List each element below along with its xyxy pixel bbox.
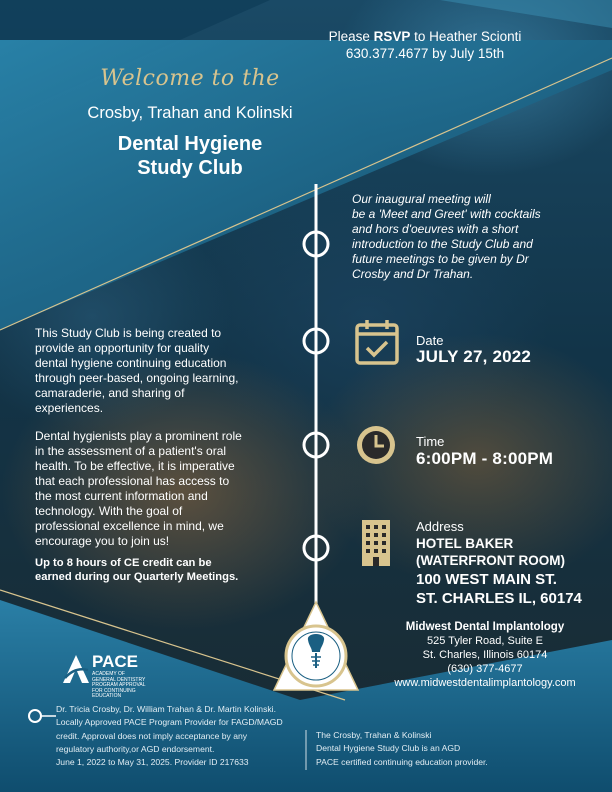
- study-club-description: This Study Club is being created to provide an opportunity for quality dental hygiene continuing education through peer-based, ongoing learning, camaraderie, and sharing of experiences.: [35, 326, 239, 415]
- time-value: 6:00PM - 8:00PM: [416, 449, 554, 468]
- rsvp-phone-date: 630.377.4677 by July 15th: [345, 46, 505, 61]
- implantology-contact: Midwest Dental Implantology 525 Tyler Road, Suite E St. Charles, Illinois 60174 (630) 377-4677 www.midwestdentalimplantology.com: [365, 620, 605, 690]
- practice-name: Crosby, Trahan and Kolinski: [87, 104, 293, 122]
- date-label: Date: [416, 333, 444, 348]
- club-title: Dental Hygiene Study Club: [117, 133, 263, 179]
- calendar-check-icon: [354, 318, 400, 366]
- address-block: HOTEL BAKER (WATERFRONT ROOM) 100 WEST MAIN ST. ST. CHARLES IL, 60174: [416, 536, 582, 607]
- time-label: Time: [416, 434, 445, 449]
- agd-certification-statement: The Crosby, Trahan & Kolinski Dental Hygiene Study Club is an AGD PACE certified continuing education provider.: [316, 730, 488, 767]
- pace-logo-icon: [62, 654, 90, 684]
- date-value: JULY 27, 2022: [416, 347, 532, 366]
- welcome-script: Welcome to the: [100, 66, 280, 91]
- dental-implant-logo: [272, 598, 360, 698]
- inaugural-meeting-text: Our inaugural meeting will be a 'Meet and Greet' with cocktails and hors d'oeuvres with a short introduction to the Study Club and future meetings to be given by Dr Crosby and Dr Trahan.: [352, 192, 541, 281]
- building-icon: [356, 518, 396, 568]
- pace-logo: PACE ACADEMY OF GENERAL DENTISTRY PROGRAM APPROVAL FOR CONTINUING EDUCATION: [62, 652, 172, 700]
- address-label: Address: [416, 519, 464, 534]
- ce-credit-note: Up to 8 hours of CE credit can be earned during our Quarterly Meetings.: [35, 557, 239, 583]
- clock-icon: [354, 423, 398, 467]
- hygienist-role-paragraph: Dental hygienists play a prominent role in the assessment of a patient's oral health. To be effective, it is imperative that each professional has access to the most current information and technology. With the goal of professional excellence in mind, we encourage you to join us!: [35, 429, 242, 548]
- implantology-website[interactable]: www.midwestdentalimplantology.com: [394, 677, 576, 689]
- rsvp-notice: Please RSVP to Heather Scionti 630.377.4677 by July 15th: [300, 28, 550, 62]
- pace-subtitle: ACADEMY OF GENERAL DENTISTRY PROGRAM APPROVAL FOR CONTINUING EDUCATION: [92, 671, 146, 700]
- pace-provider-statement: Dr. Tricia Crosby, Dr. William Trahan & Dr. Martin Kolinski. Locally Approved PACE Program Provider for FAGD/MAGD credit. Approval does not imply acceptance by any regulatory authority,or AGD endorsement. June 1, 2022 to May 31, 2025. Provider ID 217633: [56, 704, 283, 768]
